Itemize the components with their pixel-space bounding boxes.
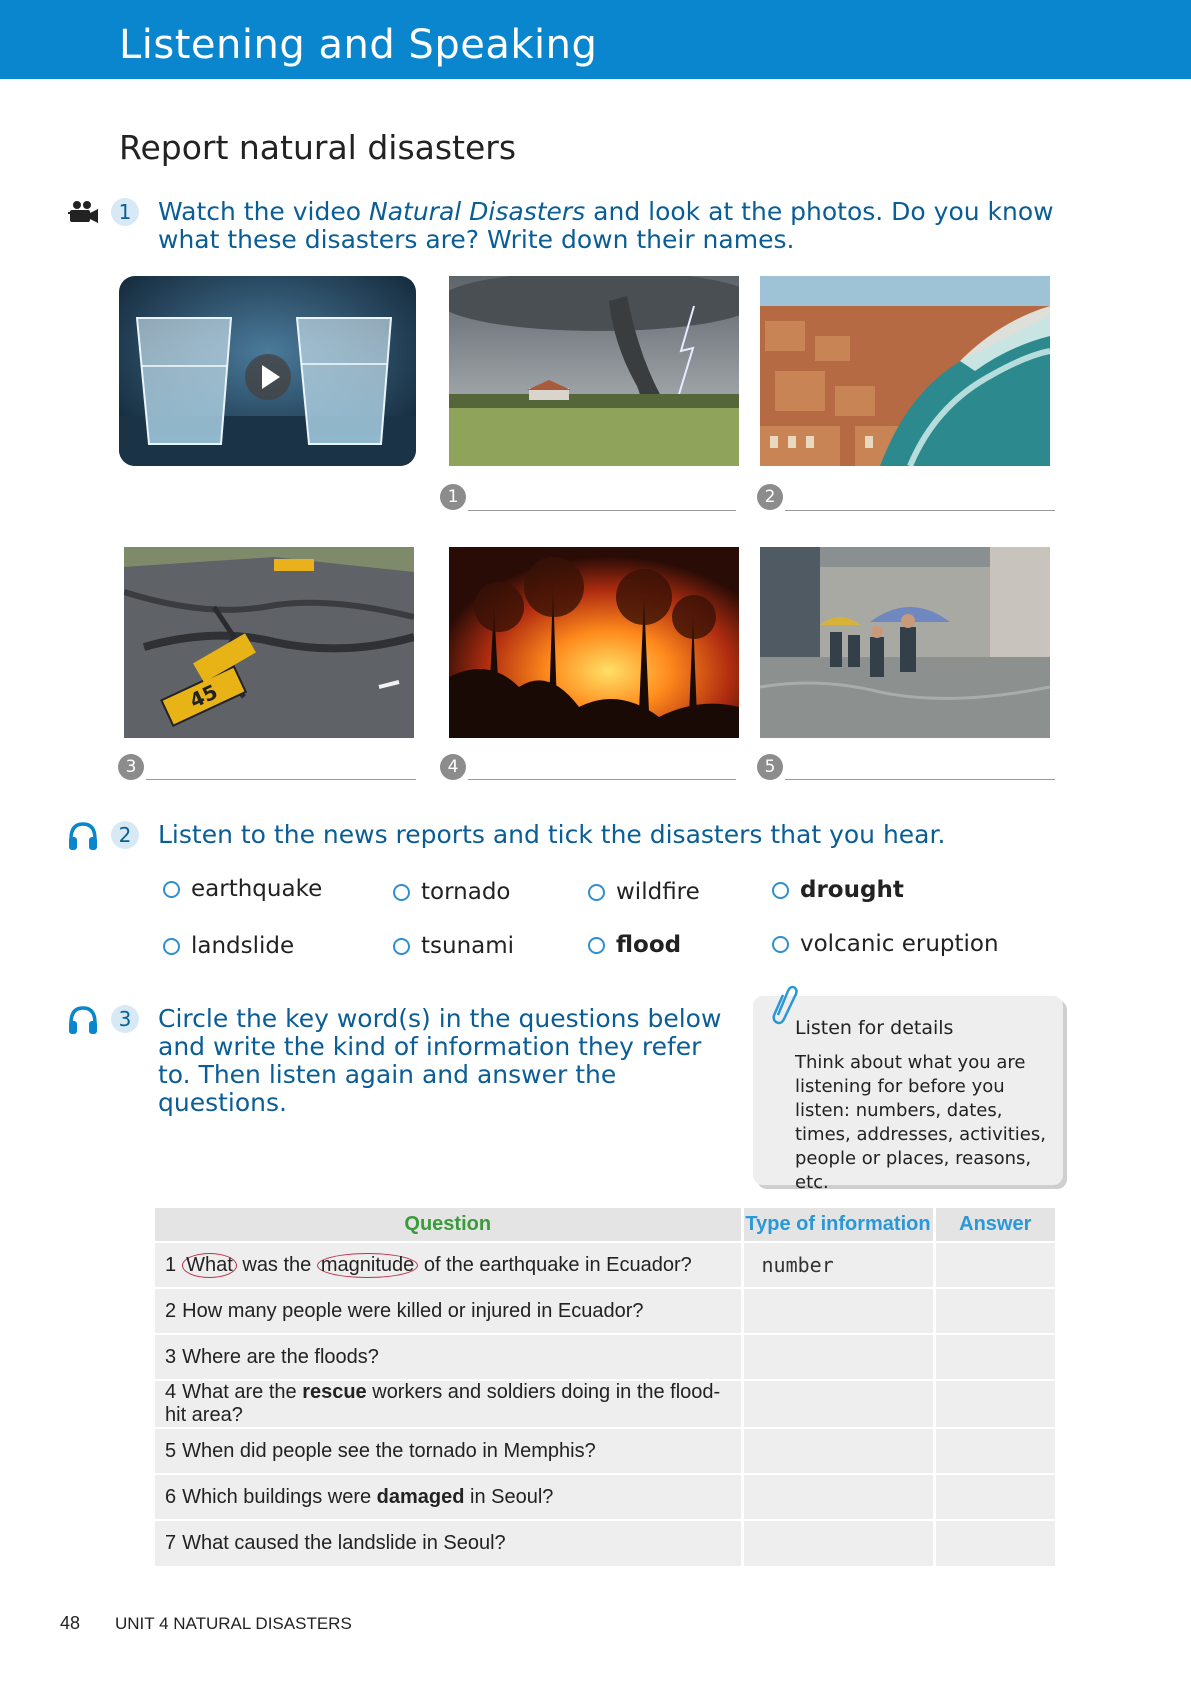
question-text: When did people see the tornado in Memphis?	[182, 1439, 596, 1462]
question-text: was the	[236, 1253, 317, 1276]
photo-number-badge: 1	[440, 484, 466, 510]
question-cell	[155, 1288, 742, 1334]
answer-cell[interactable]	[934, 1520, 1055, 1566]
exercise-1-number: 1	[111, 198, 139, 226]
question-text: Which buildings were	[182, 1485, 377, 1508]
tip-title: Listen for details	[795, 1017, 954, 1039]
photo-flood	[760, 547, 1050, 738]
svg-text:45: 45	[185, 679, 222, 713]
option-label: tsunami	[421, 933, 515, 959]
question-text: in Seoul?	[464, 1485, 554, 1508]
question-cell	[155, 1474, 742, 1520]
photo-earthquake	[124, 547, 414, 738]
photo-number-badge: 3	[118, 754, 144, 780]
column-header-answer: Answer	[934, 1208, 1055, 1242]
radio-button[interactable]	[393, 884, 410, 901]
unit-title: UNIT 4 NATURAL DISASTERS	[115, 1614, 352, 1633]
section-title: Report natural disasters	[119, 128, 517, 167]
question-text: Where are the floods?	[182, 1345, 379, 1368]
table-row	[155, 1242, 1055, 1288]
question-cell	[155, 1334, 742, 1380]
question-text: How many people were killed or injured in Ecuador?	[182, 1299, 644, 1322]
radio-button[interactable]	[163, 881, 180, 898]
type-cell[interactable]	[742, 1380, 934, 1428]
option-tornado[interactable]	[393, 879, 510, 905]
table-header-row	[155, 1208, 1055, 1242]
photo-number-badge: 4	[440, 754, 466, 780]
answer-cell[interactable]	[934, 1380, 1055, 1428]
option-label: flood	[616, 932, 682, 958]
question-number: 3	[165, 1345, 177, 1368]
option-label: drought	[800, 877, 904, 903]
question-cell	[155, 1380, 742, 1428]
question-text: What caused the landslide in Seoul?	[182, 1532, 506, 1554]
type-cell[interactable]	[742, 1288, 934, 1334]
question-number: 6	[165, 1485, 177, 1508]
photo-number-badge: 5	[757, 754, 783, 780]
question-cell	[155, 1242, 742, 1288]
table-row	[155, 1334, 1055, 1380]
question-text: What are the	[182, 1381, 303, 1403]
question-number: 7	[165, 1532, 177, 1554]
option-label: earthquake	[191, 876, 323, 902]
exercise-3-instruction: Circle the key word(s) in the questions below and write the kind of information they refer to. Then listen again and answer the questions.	[158, 1004, 722, 1117]
question-number: 2	[165, 1299, 177, 1322]
answer-cell[interactable]	[934, 1428, 1055, 1474]
paperclip-icon	[770, 985, 798, 1025]
table-row	[155, 1288, 1055, 1334]
tip-body: Think about what you are listening for before you listen: numbers, dates, times, addresses, activities, people or places, reasons, etc.	[795, 1052, 1046, 1193]
option-label: tornado	[421, 879, 511, 905]
questions-table	[155, 1208, 1055, 1566]
answer-line[interactable]	[146, 779, 416, 780]
option-earthquake[interactable]	[163, 876, 322, 902]
headphones-icon	[66, 819, 100, 853]
option-label: volcanic eruption	[800, 931, 999, 957]
radio-button[interactable]	[588, 884, 605, 901]
photo-number-badge: 2	[757, 484, 783, 510]
table-row	[155, 1428, 1055, 1474]
table-row	[155, 1474, 1055, 1520]
type-cell[interactable]: number	[742, 1242, 934, 1288]
photo-wildfire	[449, 547, 739, 738]
option-volcanic-eruption[interactable]	[772, 931, 999, 957]
radio-button[interactable]	[163, 938, 180, 955]
video-title: Natural Disasters	[369, 197, 586, 226]
option-label: wildfire	[616, 879, 700, 905]
photo-tornado	[449, 276, 739, 466]
type-cell[interactable]	[742, 1428, 934, 1474]
option-landslide[interactable]	[163, 933, 294, 959]
question-text: workers and soldiers doing in the flood-hit area?	[165, 1381, 721, 1426]
option-drought[interactable]	[772, 877, 904, 903]
radio-button[interactable]	[393, 938, 410, 955]
page-number: 48	[60, 1613, 81, 1633]
answer-line[interactable]	[468, 779, 736, 780]
bold-keyword: rescue	[302, 1381, 367, 1403]
answer-cell[interactable]	[934, 1242, 1055, 1288]
answer-line[interactable]	[468, 510, 736, 511]
answer-line[interactable]	[785, 510, 1055, 511]
circled-keyword[interactable]: What	[182, 1253, 237, 1278]
exercise-2-number: 2	[111, 821, 139, 849]
photo-tsunami	[760, 276, 1050, 466]
exercise-3-number: 3	[111, 1005, 139, 1033]
circled-keyword[interactable]: magnitude	[317, 1253, 418, 1278]
type-cell[interactable]	[742, 1520, 934, 1566]
radio-button[interactable]	[772, 936, 789, 953]
bold-keyword: damaged	[376, 1485, 465, 1508]
exercise-1-text-after: and look at the photos. Do you know what these disasters are? Write down their names.	[158, 197, 1054, 254]
page-header-title: Listening and Speaking	[119, 22, 598, 68]
question-text: of the earthquake in Ecuador?	[418, 1253, 692, 1276]
answer-cell[interactable]	[934, 1474, 1055, 1520]
answer-cell[interactable]	[934, 1288, 1055, 1334]
option-tsunami[interactable]	[393, 933, 514, 959]
column-header-question: Question	[155, 1208, 742, 1242]
exercise-1-text-before: Watch the video	[158, 197, 369, 226]
question-cell	[155, 1428, 742, 1474]
exercise-2-instruction: Listen to the news reports and tick the disasters that you hear.	[158, 820, 946, 849]
question-number: 4	[165, 1381, 177, 1403]
radio-button[interactable]	[772, 882, 789, 899]
option-label: landslide	[191, 933, 295, 959]
question-number: 5	[165, 1439, 177, 1462]
question-number: 1	[165, 1253, 177, 1276]
answer-line[interactable]	[785, 779, 1055, 780]
answer-cell[interactable]	[934, 1334, 1055, 1380]
exercise-1-instruction	[158, 198, 1058, 254]
play-icon[interactable]	[244, 353, 292, 401]
headphones-icon	[66, 1003, 100, 1037]
column-header-type: Type of information	[742, 1208, 934, 1242]
table-row	[155, 1520, 1055, 1566]
radio-button[interactable]	[588, 937, 605, 954]
video-camera-icon	[66, 198, 100, 232]
table-row	[155, 1380, 1055, 1428]
option-flood[interactable]	[588, 932, 681, 958]
type-cell[interactable]	[742, 1474, 934, 1520]
question-cell	[155, 1520, 742, 1566]
option-wildfire[interactable]	[588, 879, 700, 905]
type-cell[interactable]	[742, 1334, 934, 1380]
